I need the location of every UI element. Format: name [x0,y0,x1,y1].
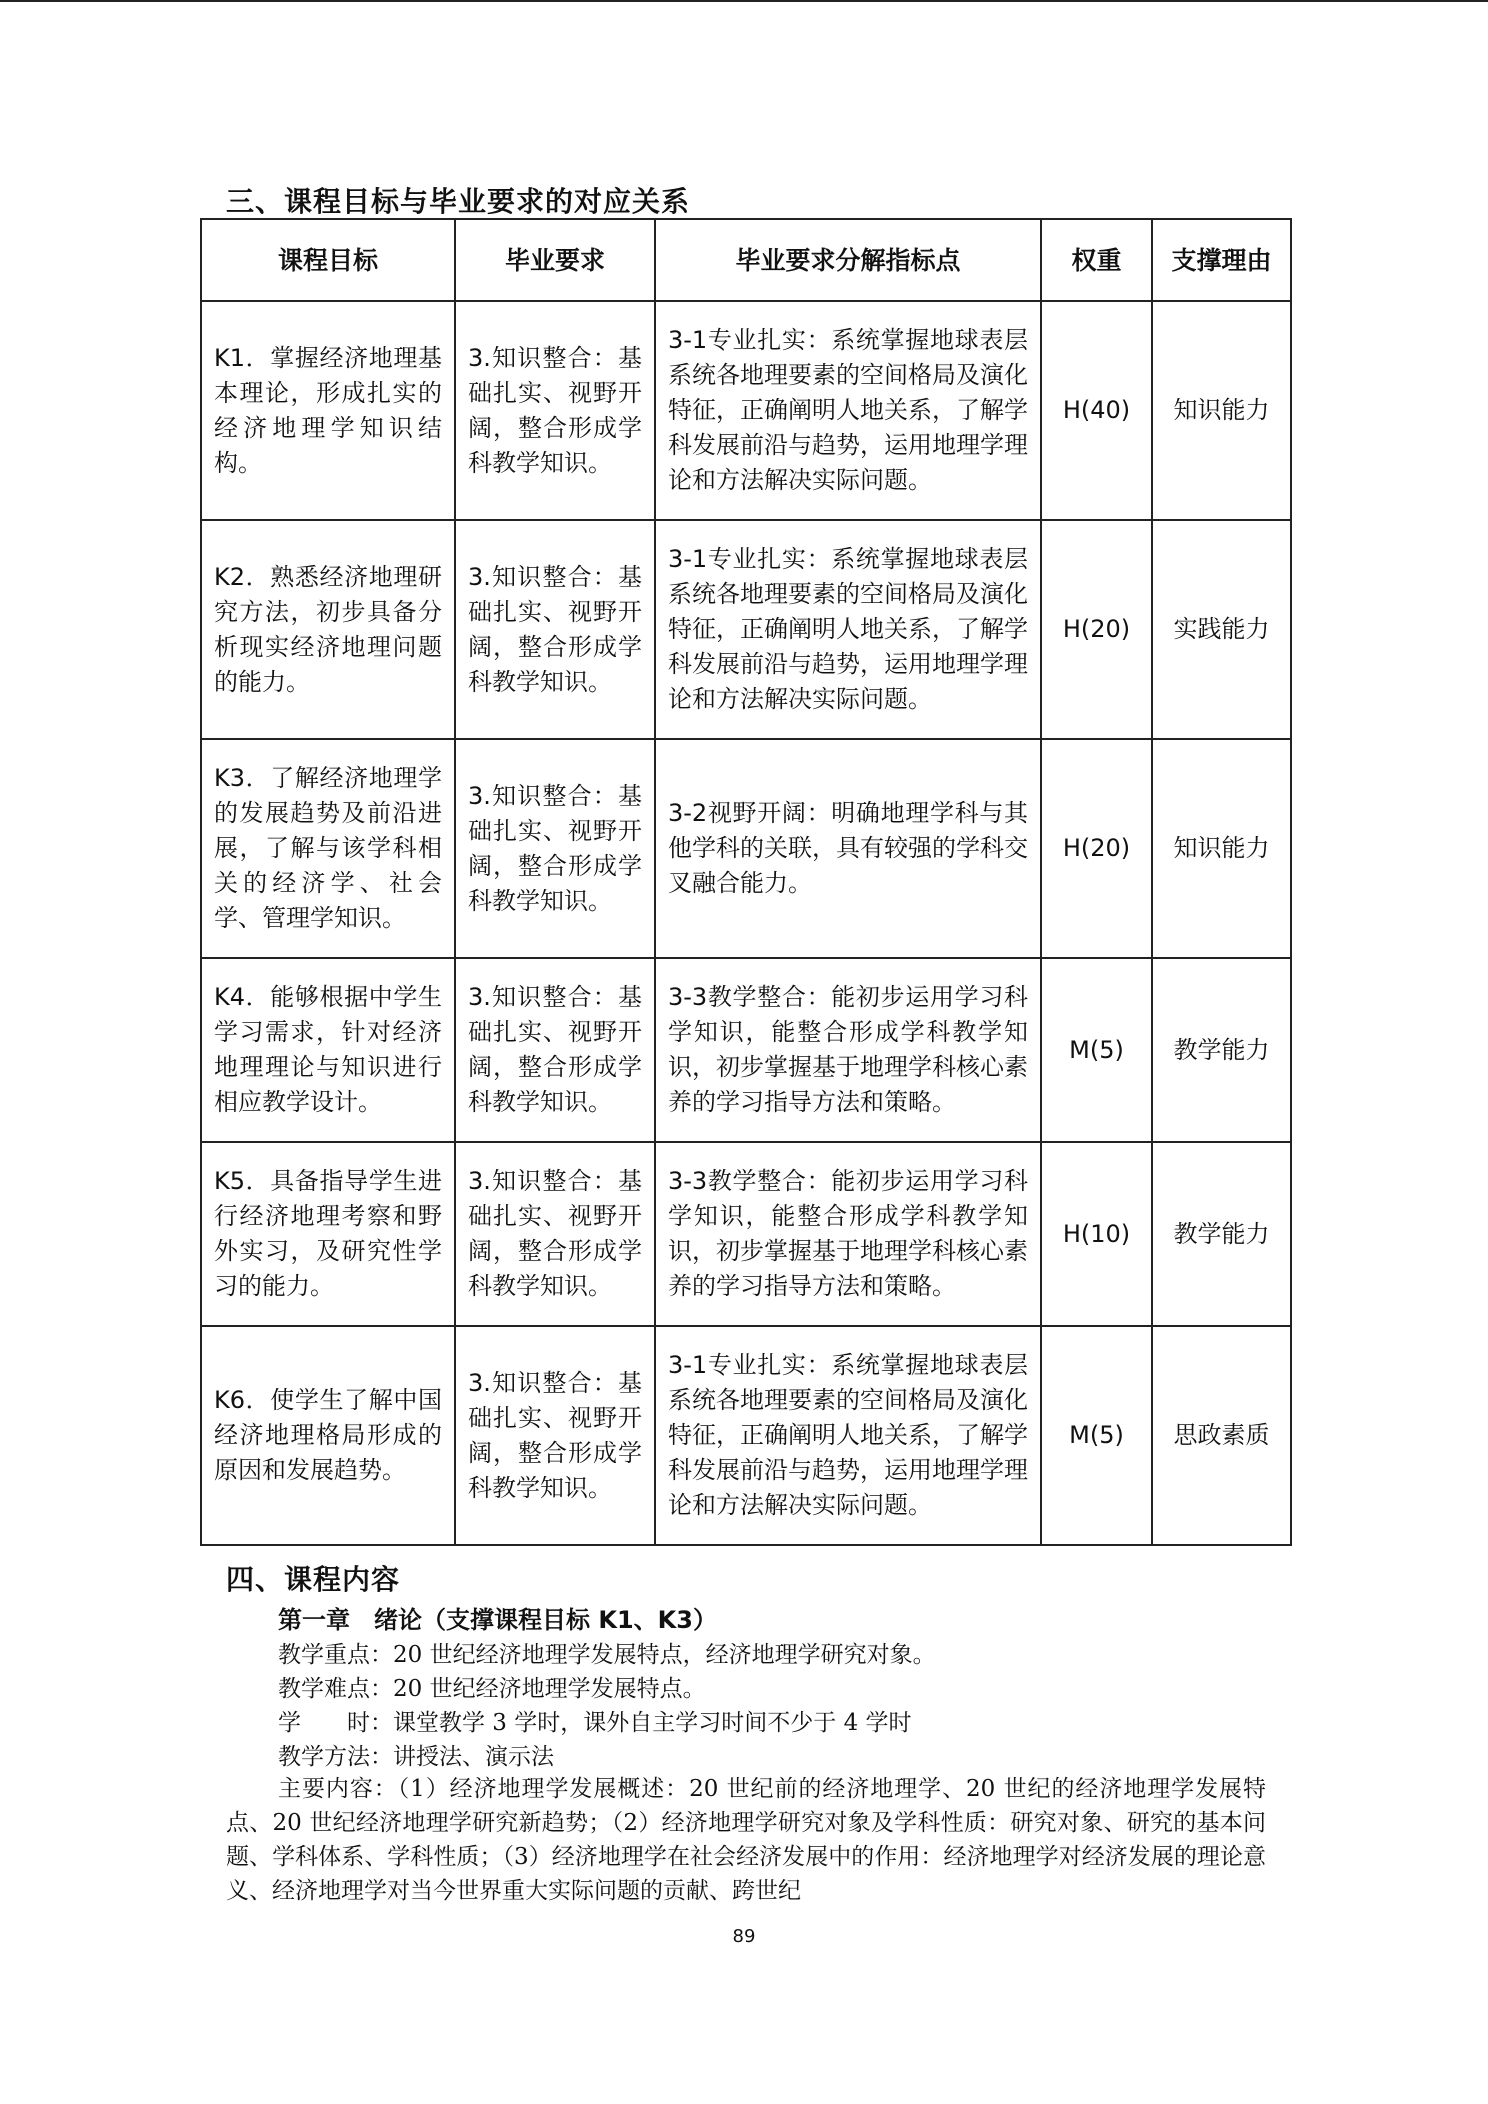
cell-indicator: 3-2视野开阔：明确地理学科与其他学科的关联，具有较强的学科交叉融合能力。 [655,739,1041,958]
header-graduation-requirement: 毕业要求 [455,219,655,301]
cell-indicator: 3-1专业扎实：系统掌握地球表层系统各地理要素的空间格局及演化特征，正确阐明人地关系，了解学科发展前沿与趋势，运用地理学理论和方法解决实际问题。 [655,520,1041,739]
cell-requirement: 3.知识整合：基础扎实、视野开阔，整合形成学科教学知识。 [455,739,655,958]
cell-reason: 思政素质 [1152,1326,1291,1545]
table-header-row [201,219,1291,301]
cell-reason: 知识能力 [1152,739,1291,958]
table-row [201,301,1291,520]
top-border-line [0,0,1488,2]
cell-goal: K1．掌握经济地理基本理论，形成扎实的经济地理学知识结构。 [201,301,455,520]
table-row [201,520,1291,739]
header-indicator: 毕业要求分解指标点 [655,219,1041,301]
cell-weight: M(5) [1041,1326,1152,1545]
table-row [201,958,1291,1142]
header-course-goal: 课程目标 [201,219,455,301]
difficulties-line: 教学难点：20 世纪经济地理学发展特点。 [278,1676,706,1702]
section-3-title: 三、课程目标与毕业要求的对应关系 [226,185,691,218]
cell-indicator: 3-1专业扎实：系统掌握地球表层系统各地理要素的空间格局及演化特征，正确阐明人地关系，了解学科发展前沿与趋势，运用地理学理论和方法解决实际问题。 [655,301,1041,520]
table-row [201,1142,1291,1326]
cell-goal: K3．了解经济地理学的发展趋势及前沿进展，了解与该学科相关的经济学、社会学、管理学知识。 [201,739,455,958]
cell-weight: H(20) [1041,520,1152,739]
table-row [201,739,1291,958]
page-number: 89 [732,1926,756,1947]
cell-indicator: 3-3教学整合：能初步运用学习科学知识，能整合形成学科教学知识，初步掌握基于地理学科核心素养的学习指导方法和策略。 [655,958,1041,1142]
cell-weight: H(20) [1041,739,1152,958]
header-reason: 支撑理由 [1152,219,1291,301]
cell-goal: K6．使学生了解中国经济地理格局形成的原因和发展趋势。 [201,1326,455,1545]
cell-weight: H(40) [1041,301,1152,520]
cell-reason: 知识能力 [1152,301,1291,520]
cell-goal: K4．能够根据中学生学习需求，针对经济地理理论与知识进行相应教学设计。 [201,958,455,1142]
cell-requirement: 3.知识整合：基础扎实、视野开阔，整合形成学科教学知识。 [455,301,655,520]
cell-reason: 教学能力 [1152,958,1291,1142]
cell-goal: K2．熟悉经济地理研究方法，初步具备分析现实经济地理问题的能力。 [201,520,455,739]
goal-mapping-table [200,218,1292,1546]
cell-indicator: 3-3教学整合：能初步运用学习科学知识，能整合形成学科教学知识，初步掌握基于地理学科核心素养的学习指导方法和策略。 [655,1142,1041,1326]
methods-line: 教学方法：讲授法、演示法 [278,1744,554,1770]
main-content-paragraph: 主要内容：（1）经济地理学发展概述：20 世纪前的经济地理学、20 世纪的经济地理学发展特点、20 世纪经济地理学研究新趋势；（2）经济地理学研究对象及学科性质：研究对象、研究的基本问题、学科体系、学科性质；（3）经济地理学在社会经济发展中的作用：经济地理学对经济发展的理论意义、经济地理学对当今世界重大实际问题的贡献、跨世纪 [226,1776,1266,1904]
hours-line: 学 时：课堂教学 3 学时，课外自主学习时间不少于 4 学时 [278,1710,912,1736]
header-weight: 权重 [1041,219,1152,301]
cell-indicator: 3-1专业扎实：系统掌握地球表层系统各地理要素的空间格局及演化特征，正确阐明人地关系，了解学科发展前沿与趋势，运用地理学理论和方法解决实际问题。 [655,1326,1041,1545]
cell-weight: M(5) [1041,958,1152,1142]
cell-weight: H(10) [1041,1142,1152,1326]
cell-reason: 实践能力 [1152,520,1291,739]
cell-reason: 教学能力 [1152,1142,1291,1326]
cell-requirement: 3.知识整合：基础扎实、视野开阔，整合形成学科教学知识。 [455,520,655,739]
section-4-title: 四、课程内容 [226,1563,401,1596]
cell-requirement: 3.知识整合：基础扎实、视野开阔，整合形成学科教学知识。 [455,1326,655,1545]
chapter-1-title: 第一章 绪论（支撑课程目标 K1、K3） [278,1606,717,1634]
table-row [201,1326,1291,1545]
cell-requirement: 3.知识整合：基础扎实、视野开阔，整合形成学科教学知识。 [455,1142,655,1326]
key-points-line: 教学重点：20 世纪经济地理学发展特点，经济地理学研究对象。 [278,1642,936,1668]
cell-goal: K5．具备指导学生进行经济地理考察和野外实习，及研究性学习的能力。 [201,1142,455,1326]
cell-requirement: 3.知识整合：基础扎实、视野开阔，整合形成学科教学知识。 [455,958,655,1142]
